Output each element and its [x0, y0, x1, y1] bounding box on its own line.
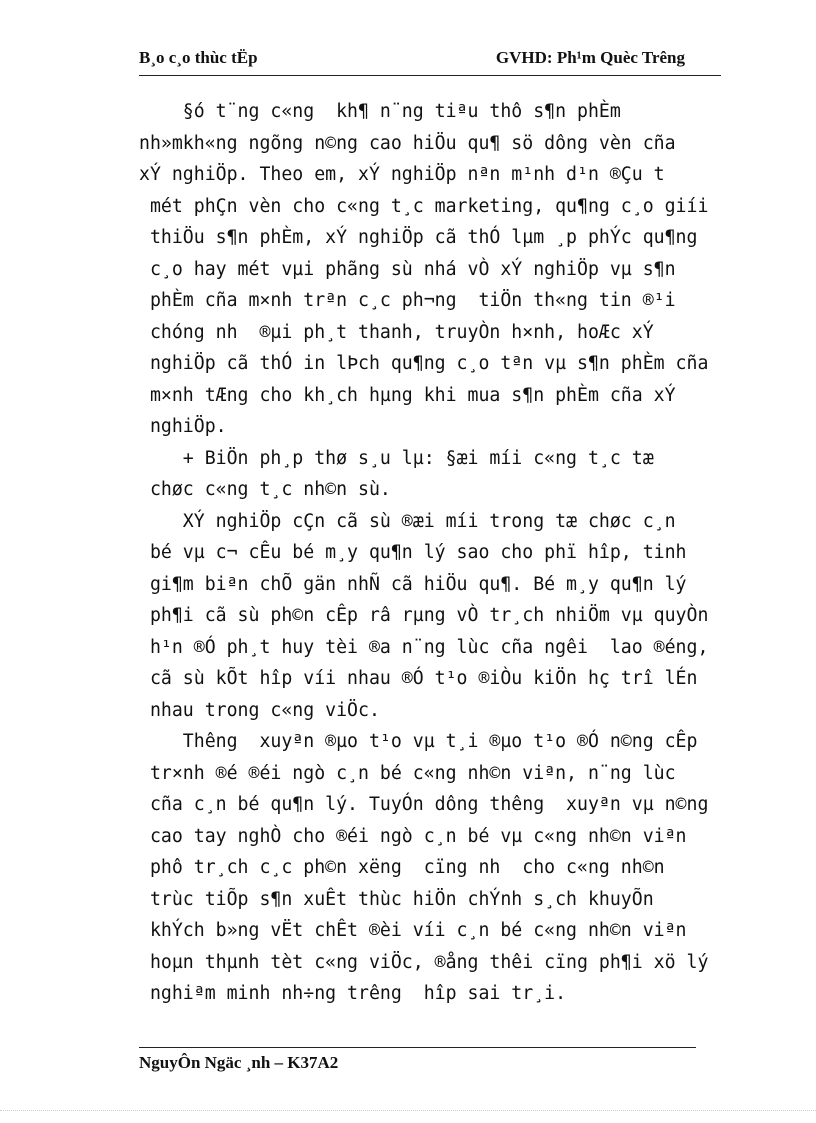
body-line: phô tr¸ch c¸c ph©n xëng cïng nh cho c«ng nh©n [139, 857, 665, 878]
body-line: cao tay nghÒ cho ®éi ngò c¸n bé vµ c«ng nh©n viªn [139, 825, 687, 847]
body-line: chøc c«ng t¸c nh©n sù. [139, 479, 391, 500]
body-line: nghiÖp. [139, 416, 227, 437]
body-line: Thêng xuyªn ®µo t¹o vµ t¸i ®µo t¹o ®Ó n©ng cÊp [139, 731, 698, 752]
body-line: h¹n ®Ó ph¸t huy tèi ®a n¨ng lùc cña ngêi lao ®éng, [139, 636, 709, 658]
footer-author: NguyÔn Ngäc ¸nh – K37A2 [139, 1053, 339, 1072]
body-line: phÈm cña m×nh trªn c¸c ph¬ng tiÖn th«ng tin ®¹i [139, 290, 676, 311]
header-divider [139, 75, 721, 76]
header-report-title: B¸o c¸o thùc tËp [139, 48, 258, 67]
body-line: thiÖu s¶n phÈm, xÝ nghiÖp cã thÓ lµm ¸p phÝc qu¶ng [139, 227, 698, 248]
body-line: nhau trong c«ng viÖc. [139, 699, 380, 721]
body-line: nghiªm minh nh÷ng trêng hîp sai tr¸i. [139, 983, 567, 1004]
body-line: cã sù kÕt hîp víi nhau ®Ó t¹o ®iÒu kiÖn hç trî lÉn [139, 668, 698, 689]
body-line: xÝ nghiÖp. Theo em, xÝ nghiÖp nªn m¹nh d¹n ®Çu t [139, 164, 665, 185]
page-edge [0, 1110, 816, 1111]
body-line: chóng nh ®µi ph¸t thanh, truyÒn h×nh, hoÆc xÝ [139, 321, 654, 343]
body-line: c¸o hay mét vµi phãng sù nhá vÒ xÝ nghiÖp vµ s¶n [139, 258, 676, 280]
body-line: nh»mkh«ng ngõng n©ng cao hiÖu qu¶ sö dông vèn cña [139, 132, 676, 154]
body-line: khÝch b»ng vËt chÊt ®èi víi c¸n bé c«ng nh©n viªn [139, 920, 687, 941]
body-line: tr×nh ®é ®éi ngò c¸n bé c«ng nh©n viªn, n¨ng lùc [139, 762, 676, 784]
body-line: trùc tiÕp s¶n xuÊt thùc hiÖn chÝnh s¸ch khuyÕn [139, 888, 654, 910]
body-text [139, 96, 721, 1010]
body-line: + BiÖn ph¸p thø s¸u lµ: §æi míi c«ng t¸c tæ [139, 447, 654, 469]
footer-divider [139, 1047, 696, 1048]
body-line: bé vµ c¬ cÊu bé m¸y qu¶n lý sao cho phï hîp, tinh [139, 542, 687, 563]
body-line: ph¶i cã sù ph©n cÊp râ rµng vÒ tr¸ch nhiÖm vµ quyÒn [139, 605, 709, 626]
body-line: nghiÖp cã thÓ in lÞch qu¶ng c¸o tªn vµ s¶n phÈm cña [139, 353, 709, 374]
body-line: m×nh tÆng cho kh¸ch hµng khi mua s¶n phÈm cña xÝ [139, 384, 676, 406]
body-line: XÝ nghiÖp cÇn cã sù ®æi míi trong tæ chøc c¸n [139, 510, 676, 532]
body-line: hoµn thµnh tèt c«ng viÖc, ®ång thêi cïng ph¶i xö lý [139, 951, 709, 973]
body-line: cña c¸n bé qu¶n lý. TuyÓn dông thêng xuyªn vµ n©ng [139, 794, 709, 815]
header-supervisor: GVHD: Ph¹m Quèc Trêng [495, 48, 685, 67]
body-line: §ó t¨ng c«ng kh¶ n¨ng tiªu thô s¶n phÈm [139, 101, 621, 122]
body-line: mét phÇn vèn cho c«ng t¸c marketing, qu¶ng c¸o giíi [139, 195, 709, 217]
body-line: gi¶m biªn chÕ gän nhÑ cã hiÖu qu¶. Bé m¸y qu¶n lý [139, 573, 687, 595]
